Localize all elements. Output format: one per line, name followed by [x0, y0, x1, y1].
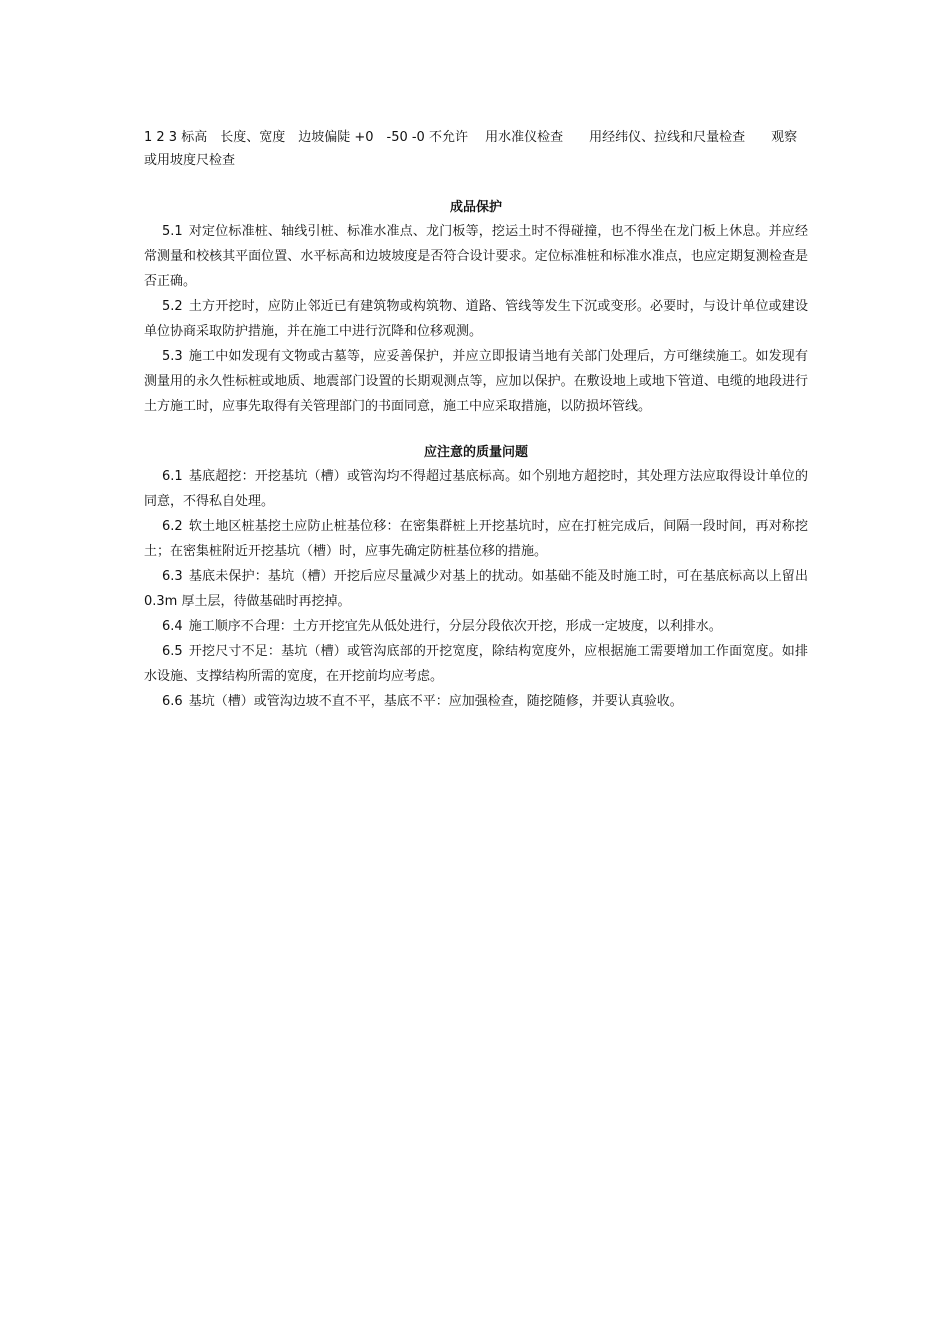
paragraph-number: 6.3	[162, 569, 183, 584]
paragraph-text: 基底未保护：基坑（槽）开挖后应尽量减少对基上的扰动。如基础不能及时施工时，可在基底标高以上留出 0.3m 厚土层，待做基础时再挖掉。	[144, 569, 808, 609]
paragraph-text: 施工顺序不合理：土方开挖宜先从低处进行，分层分段依次开挖，形成一定坡度，以利排水。	[188, 619, 722, 634]
spacer	[144, 419, 808, 441]
paragraph-text: 土方开挖时，应防止邻近已有建筑物或构筑物、道路、管线等发生下沉或变形。必要时，与设计单位或建设单位协商采取防护措施，并在施工中进行沉降和位移观测。	[144, 299, 808, 339]
table-row-text: 1 2 3 标高 长度、宽度 边坡偏陡 +0 -50 -0 不允许 用水准仪检查 用经纬仪、拉线和尺量检查 观察或用坡度尺检查	[144, 130, 798, 168]
paragraph-6-2	[144, 514, 808, 564]
paragraph-number: 6.5	[162, 644, 183, 659]
paragraph-number: 5.1	[162, 224, 183, 239]
spacer	[144, 172, 808, 196]
section-title-product-protection: 成品保护	[449, 200, 502, 215]
paragraph-6-4	[144, 614, 808, 639]
paragraph-text: 基坑（槽）或管沟边坡不直不平，基底不平：应加强检查，随挖随修，并要认真验收。	[188, 694, 683, 709]
paragraph-6-3	[144, 564, 808, 614]
paragraph-number: 6.6	[162, 694, 183, 709]
paragraph-number: 6.2	[162, 519, 183, 534]
paragraph-number: 5.2	[162, 299, 183, 314]
section-title-quality-issues: 应注意的质量问题	[423, 445, 528, 460]
paragraph-5-2	[144, 294, 808, 344]
paragraph-text: 软土地区桩基挖土应防止桩基位移：在密集群桩上开挖基坑时，应在打桩完成后，间隔一段时间，再对称挖土；在密集桩附近开挖基坑（槽）时，应事先确定防桩基位移的措施。	[144, 519, 808, 559]
paragraph-6-5	[144, 639, 808, 689]
paragraph-number: 6.1	[162, 469, 183, 484]
paragraph-5-3	[144, 344, 808, 419]
paragraph-text: 对定位标准桩、轴线引桩、标准水准点、龙门板等，挖运土时不得碰撞，也不得坐在龙门板上休息。并应经常测量和校核其平面位置、水平标高和边坡坡度是否符合设计要求。定位标准桩和标准水准点，也应定期复测检查是否正确。	[144, 224, 808, 289]
paragraph-number: 6.4	[162, 619, 183, 634]
document-page	[144, 126, 808, 714]
paragraph-6-6	[144, 689, 808, 714]
paragraph-text: 施工中如发现有文物或古墓等，应妥善保护，并应立即报请当地有关部门处理后，方可继续施工。如发现有测量用的永久性标桩或地质、地震部门设置的长期观测点等，应加以保护。在敷设地上或地下管道、电缆的地段进行土方施工时，应事先取得有关管理部门的书面同意，施工中应采取措施，以防损坏管线。	[144, 349, 808, 414]
paragraph-text: 开挖尺寸不足：基坑（槽）或管沟底部的开挖宽度，除结构宽度外，应根据施工需要增加工作面宽度。如排水设施、支撑结构所需的宽度，在开挖前均应考虑。	[144, 644, 808, 684]
paragraph-number: 5.3	[162, 349, 183, 364]
paragraph-6-1	[144, 464, 808, 514]
paragraph-5-1	[144, 219, 808, 294]
paragraph-text: 基底超挖：开挖基坑（槽）或管沟均不得超过基底标高。如个别地方超挖时，其处理方法应取得设计单位的同意，不得私自处理。	[144, 469, 808, 509]
